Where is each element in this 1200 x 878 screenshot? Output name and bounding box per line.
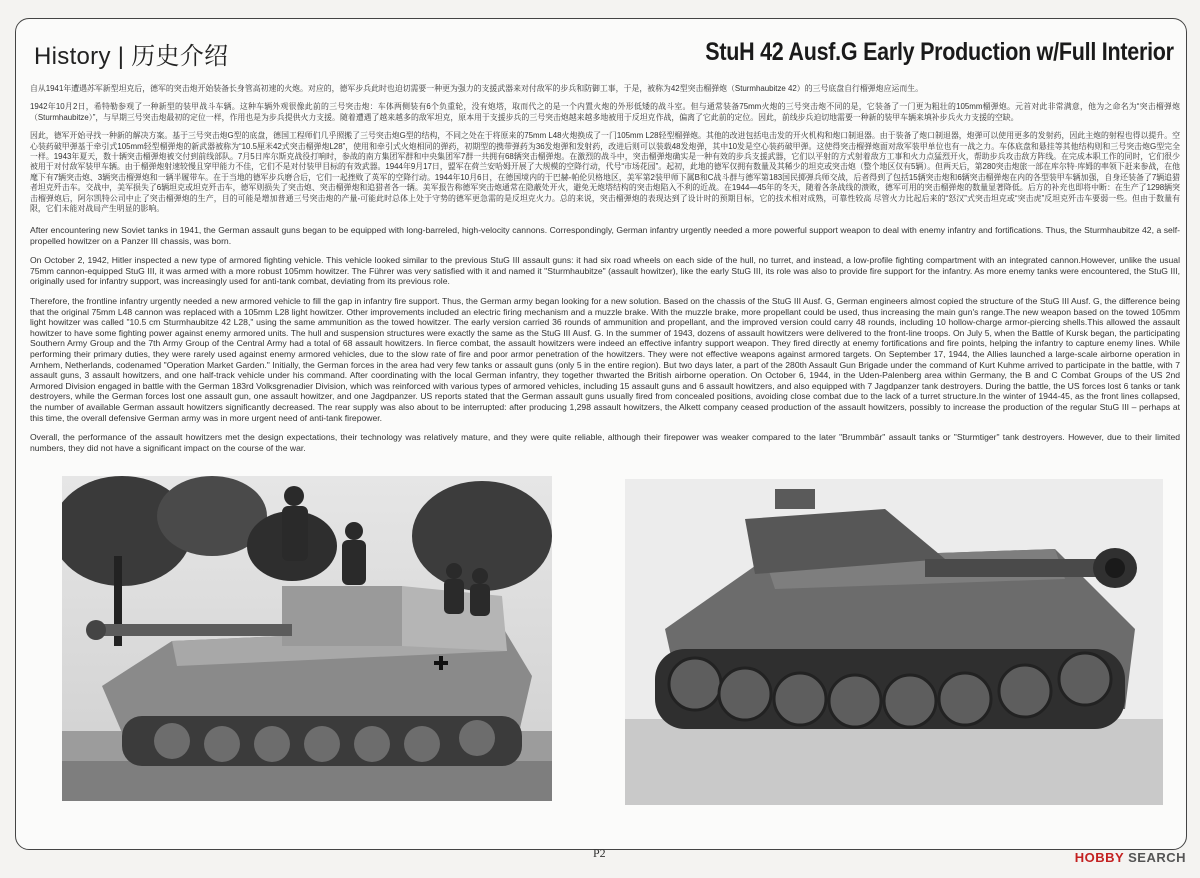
section-heading: History | 历史介绍 bbox=[34, 43, 229, 70]
english-paragraph: After encountering new Soviet tanks in 1941, the German assault guns began to be equipped with long-barreled, high-velocity cannons. Correspondingly, German infantry urgently needed a more powerful support weapon to deal with enemy infantry and fortifications. Thus, the Sturmhaubitze 42, a self-propelled howitzer on a Panzer III chassis, was born. bbox=[30, 225, 1180, 246]
english-text-block bbox=[30, 225, 1180, 453]
english-paragraph: On October 2, 1942, Hitler inspected a new type of armored fighting vehicle. This vehicle looked similar to the previous StuG III assault guns: it had six road wheels on each side of the hull, no turret, and instead, a low-profile fighting compartment with an integrated cannon.However, unlike the usual 75mm cannon-equipped StuG III, it was armed with a more robust 105mm howitzer. The Führer was very satisfied with it and named it "Sturmhaubitze" (assault howitzer), like the early StuG III, its role was also to provide fire support for the infantry. As more enemy tanks were encountered, the StuG III, originally used for infantry support, was increasingly used for anti-tank combat, deviating from its previous role. bbox=[30, 255, 1180, 287]
historical-photo-left bbox=[62, 476, 552, 801]
watermark bbox=[1075, 850, 1186, 865]
historical-photo-right bbox=[625, 479, 1163, 805]
watermark-rest: SEARCH bbox=[1123, 850, 1186, 865]
chinese-paragraph: 1942年10月2日，希特勒参观了一种新型的装甲战斗车辆。这种车辆外观很像此前的三号突击炮：车体两侧装有6个负重轮，没有炮塔，取而代之的是一个内置火炮的外形低矮的战斗室。但与通常装备75mm火炮的三号突击炮不同的是，它装备了一门更为粗壮的105mm榴弹炮。元首对此非常满意，他为之命名为“突击榴弹炮（Sturmhaubitze）”，与早期三号突击炮最初的定位一样，作用也是为步兵提供火力支援。随着遭遇了越来越多的敌军坦克，原本用于支援步兵的三号突击炮越来越多地被用于反坦克作战，偏离了它此前的定位。因此，前线步兵迫切地需要一种新的装甲车辆来填补步兵火力支援的空缺。 bbox=[30, 102, 1180, 122]
english-paragraph: Overall, the performance of the assault howitzers met the design expectations, their technology was relatively mature, and they were quite reliable, although their firepower was weaker compared to the later "Brummbär" assault tanks or "Sturmtiger" tank destroyers. However, due to their limited numbers, they did not have a significant impact on the course of the war. bbox=[30, 432, 1180, 453]
english-paragraph: Therefore, the frontline infantry urgently needed a new armored vehicle to fill the gap in infantry fire support. Thus, the German army began looking for a new solution. Based on the chassis of the StuG III Ausf. G, German engineers almost copied the structure of the StuG III Ausf. G, the difference being that the original 75mm L48 cannon was replaced with a 105mm L28 light howitzer. Other improvements included an electric firing mechanism and a muzzle brake. With the muzzle brake, more propellant could be used, thus increasing the main gun's range.The new weapon based on the towed 105mm light howitzer was called "10.5 cm Sturmhaubitze 42 L28," using the same ammunition as the towed howitzer. The early version carried 36 rounds of ammunition and propellant, and the improved version could carry 48 rounds, including 10 hollow-charge armor-piercing shells.This allowed the assault howitzer to have some fighting power against enemy armored units. The hull and suspension structures were exactly the same as the StuG III Ausf. G. In the summer of 1943, dozens of assault howitzers were delivered to the front-line troops. On July 5, when the Battle of Kursk began, the participating Southern Army Group and the 7th Army Group of the Central Army had a total of 68 assault howitzers. In fierce combat, the assault howitzers were indeed an effective infantry support weapon. They fired directly at enemy fortifications and fire points, helping the infantry to capture enemy lines. While performing their primary duties, they were rarely used against enemy armored vehicles, due to the slow rate of fire and poor armor penetration of the howitzers. They were not effective weapons against armored targets. On September 17, 1944, the Allies launched a large-scale airborne operation in Arnhem, Netherlands, codenamed "Operation Market Garden." Initially, the German forces in the area had very few tanks or assault guns (only 5 in the entire region). But two days later, a part of the 280th Assault Gun Brigade under the command of Kurt Kuhme arrived to participate in the battle, with 7 assault guns, 3 assault howitzers, and one half-track vehicle under his command. After coordinating with the local German infantry, they together thwarted the British airborne operation. On October 6, 1944, in the Uden-Palenberg area within Germany, the B and C Combat Groups of the US 2nd Armored Division engaged in battle with the German 183rd Volksgrenadier Division, which was reinforced with various types of armored vehicles, including 15 assault guns and 6 assault howitzers, and also equipped with 7 Jagdpanzer tank destroyers. During the battle, the US forces lost 6 tanks or tank destroyers, while the German forces lost one assault gun, one assault howitzer, and one Jagdpanzer. US reports stated that the German assault guns usually fired from concealed positions, avoiding close combat due to the lack of a turret structure.In the winter of 1944-45, as the front lines collapsed, the number of available German assault howitzers significantly decreased. The rear supply was also about to be interrupted: after producing 1,298 assault howitzers, the Alkett company ceased production of the assault howitzers, possibly to increase the production of the regular StuG III – perhaps at this time, the overall defensive German army was in more urgent need of anti-tank firepower. bbox=[30, 295, 1180, 423]
page-number: P2 bbox=[593, 846, 606, 860]
page-title: StuH 42 Ausf.G Early Production w/Full Interior bbox=[705, 38, 1174, 66]
chinese-paragraph: 因此，德军开始寻找一种新的解决方案。基于三号突击炮G型的底盘，德国工程师们几乎照搬了三号突击炮G型的结构，不同之处在于将原来的75mm L48火炮换成了一门105mm L28轻型榴弹炮。其他的改进包括电击发的开火机构和炮口制退器。由于装备了炮口制退器，炮弹可以使用更多的发射药，因此主炮的射程也得以提升。空心装药破甲弹基于牵引式105mm轻型榴弹炮的新武器被称为“10.5厘米42式突击榴弹炮L28”，使用和牵引式火炮相同的弹药，初期型的携带弹药为36发炮弹和发射药，改进后则可以装载48发炮弹，其中10发是空心装药破甲弹。这使得突击榴弹炮面对敌军装甲单位也有一战之力。车体底盘和悬挂等其他结构则和三号突击炮G型完全一样。1943年夏天，数十辆突击榴弹炮被交付到前线部队。7月5日库尔斯克战役打响时，参战的南方集团军群和中央集团军7群一共拥有68辆突击榴弹炮。在激烈的战斗中，突击榴弹炮确实是一种有效的步兵支援武器，它们以平射的方式射着敌方工事和火力点猛烈开火，帮助步兵攻击敌方阵线。在完成本职工作的同时，它们很少被用于对付敌军装甲车辆。由于榴弹炮射速较慢且穿甲能力不佳，它们不是对付装甲目标的有效武器。1944年9月17日，盟军在荷兰安哈姆开展了大规模的空降行动，代号“市场花园”。起初，此地的德军仅拥有数量及其稀少的坦克或突击炮（整个地区仅有5辆）。但两天后，第280突击炮旅一部在库尔特·库姆的率领下赶来参战，在他麾下有7辆突击炮、3辆突击榴弹炮和一辆半履带车。在于当地的德军步兵磨合后，它们一起挫败了英军的空降行动。1944年10月6日，在德国境内的于巴赫-帕伦贝格地区，美军第2装甲师下属B和C战斗群与德军第183国民掷弹兵师交战，后者得到了包括15辆突击炮和6辆突击榴弹炮在内的各型装甲车辆加强，自身还装备了7辆追猎者坦克歼击车。交战中，美军损失了6辆坦克或坦克歼击车，德军则损失了突击炮、突击榴弹炮和追猎者各一辆。美军报告称德军突击炮通常在隐蔽处开火，避免无炮塔结构的突击炮陷入不利的近战。在1944—45年的冬天，随着各条战线的溃败，德军可用的突击榴弹炮的数量显著降低。后方的补充也即将中断：在生产了1298辆突击榴弹炮后，阿尔凯特公司中止了突击榴弹炮的生产，目的可能是增加普通三号突击炮的产量-可能此时总体上处于守势的德军更急需的是反坦克火力。总的来说，突击榴弹炮的表现达到了设计时的预期目标，它的技术相对成熟，可靠性较高 尽管火力比起后来的“怒汉”式突击坦克或“突击虎”反坦克歼击车要弱一些。但由于数量有限，它们未能对战局产生明显的影响。 bbox=[30, 131, 1180, 214]
chinese-text-block bbox=[30, 84, 1180, 214]
watermark-brand: HOBBY bbox=[1074, 850, 1124, 865]
chinese-paragraph: 自从1941年遭遇苏军新型坦克后，德军的突击炮开始装备长身管高初速的火炮。对应的，德军步兵此时也迫切需要一种更为强力的支援武器来对付敌军的步兵和防御工事，于是，被称为42型突击榴弹炮（Sturmhaubitze 42）的三号底盘自行榴弹炮应运而生。 bbox=[30, 84, 924, 93]
